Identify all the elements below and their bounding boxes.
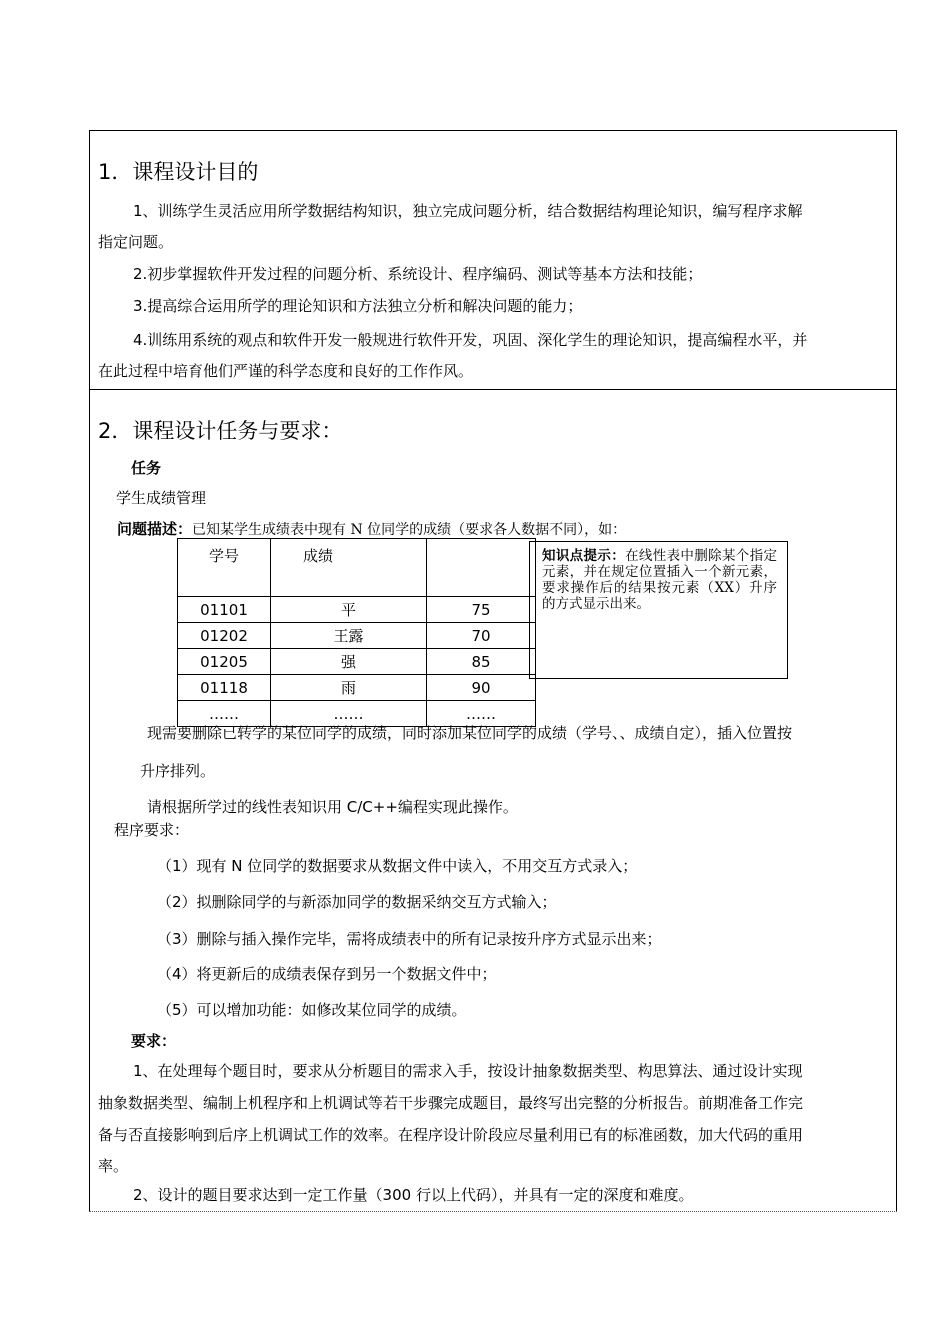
task-title: 学生成绩管理: [116, 489, 207, 507]
table-cell: 01202: [178, 623, 271, 649]
section1-paragraph-1-line-2: 指定问题。: [98, 233, 174, 251]
table-row: [178, 623, 536, 649]
problem-label: 问题描述：: [117, 520, 193, 538]
table-cell: 强: [271, 649, 427, 675]
hint-label: 知识点提示：: [542, 548, 626, 564]
program-requirement-item: （3）删除与插入操作完毕，需将成绩表中的所有记录按升序方式显示出来；: [157, 930, 662, 948]
program-requirement-item: （5）可以增加功能：如修改某位同学的成绩。: [157, 1001, 467, 1019]
table-row: [178, 675, 536, 701]
table-cell: 平: [271, 597, 427, 623]
table-header-cell: [427, 539, 536, 597]
program-requirement-item: （4）将更新后的成绩表保存到另一个数据文件中；: [157, 965, 497, 983]
table-cell: 70: [427, 623, 536, 649]
section1-paragraph-4-line-2: 在此过程中培育他们严谨的科学态度和良好的工作作风。: [98, 362, 474, 380]
description-line-3: 请根据所学过的线性表知识用 C/C++编程实现此操作。: [147, 798, 518, 816]
requirement-1-line-1: 1、在处理每个题目时，要求从分析题目的需求入手，按设计抽象数据类型、构思算法、通过设计实现: [133, 1062, 803, 1080]
table-cell: 01205: [178, 649, 271, 675]
task-label: 任务: [131, 459, 162, 477]
table-cell: ……: [178, 701, 271, 727]
table-cell: 90: [427, 675, 536, 701]
program-requirements-label: 程序要求：: [114, 821, 190, 839]
description-line-2: 升序排列。: [140, 762, 216, 780]
description-line-1: 现需要删除已转学的某位同学的成绩，同时添加某位同学的成绩（学号、、成绩自定），插入位置按: [147, 724, 793, 742]
section1-paragraph-2: 2.初步掌握软件开发过程的问题分析、系统设计、程序编码、测试等基本方法和技能；: [133, 265, 703, 283]
score-table: [177, 538, 536, 727]
table-cell: ……: [427, 701, 536, 727]
requirement-1-line-2: 抽象数据类型、编制上机程序和上机调试等若干步骤完成题目，最终写出完整的分析报告。前期准备工作完: [98, 1094, 804, 1112]
section1-paragraph-3: 3.提高综合运用所学的理论知识和方法独立分析和解决问题的能力；: [133, 297, 583, 315]
requirement-2: 2、设计的题目要求达到一定工作量（300 行以上代码），并具有一定的深度和难度。: [133, 1186, 694, 1204]
section1-heading: 1．课程设计目的: [98, 160, 259, 184]
requirement-1-line-3: 备与否直接影响到后序上机调试工作的效率。在程序设计阶段应尽量利用已有的标准函数，加大代码的重用: [98, 1126, 804, 1144]
table-row: [178, 649, 536, 675]
section-divider: [89, 389, 897, 390]
table-cell: ……: [271, 701, 427, 727]
table-cell: 75: [427, 597, 536, 623]
table-cell: 01118: [178, 675, 271, 701]
table-header-cell: 学号: [178, 539, 271, 597]
table-cell: 85: [427, 649, 536, 675]
program-requirement-item: （2）拟删除同学的与新添加同学的数据采纳交互方式输入；: [157, 893, 557, 911]
table-row: [178, 597, 536, 623]
section1-paragraph-4-line-1: 4.训练用系统的观点和软件开发一般规进行软件开发，巩固、深化学生的理论知识，提高编程水平，并: [133, 331, 808, 349]
program-requirement-item: （1）现有 N 位同学的数据要求从数据文件中读入，不用交互方式录入；: [157, 857, 638, 875]
section2-heading: 2．课程设计任务与要求：: [98, 419, 343, 443]
requirements-label: 要求：: [131, 1032, 177, 1050]
section1-paragraph-1-line-1: 1、训练学生灵活应用所学数据结构知识，独立完成问题分析，结合数据结构理论知识，编写程序求解: [133, 202, 803, 220]
table-cell: 雨: [271, 675, 427, 701]
table-header-cell: 成绩: [271, 539, 427, 597]
hint-text: 在线性表中删除某个指定元素，并在规定位置插入一个新元素，要求操作后的结果按元素（XX）升序的方式显示出来。: [542, 548, 777, 612]
problem-text: 已知某学生成绩表中现有 N 位同学的成绩（要求各人数据不同），如：: [192, 522, 627, 538]
page-bottom-edge: [89, 1211, 897, 1212]
knowledge-hint-box: [529, 541, 788, 679]
table-cell: 王露: [271, 623, 427, 649]
requirement-1-line-4: 率。: [98, 1157, 129, 1175]
problem-description: [117, 519, 626, 540]
table-cell: 01101: [178, 597, 271, 623]
table-header-row: [178, 539, 536, 597]
